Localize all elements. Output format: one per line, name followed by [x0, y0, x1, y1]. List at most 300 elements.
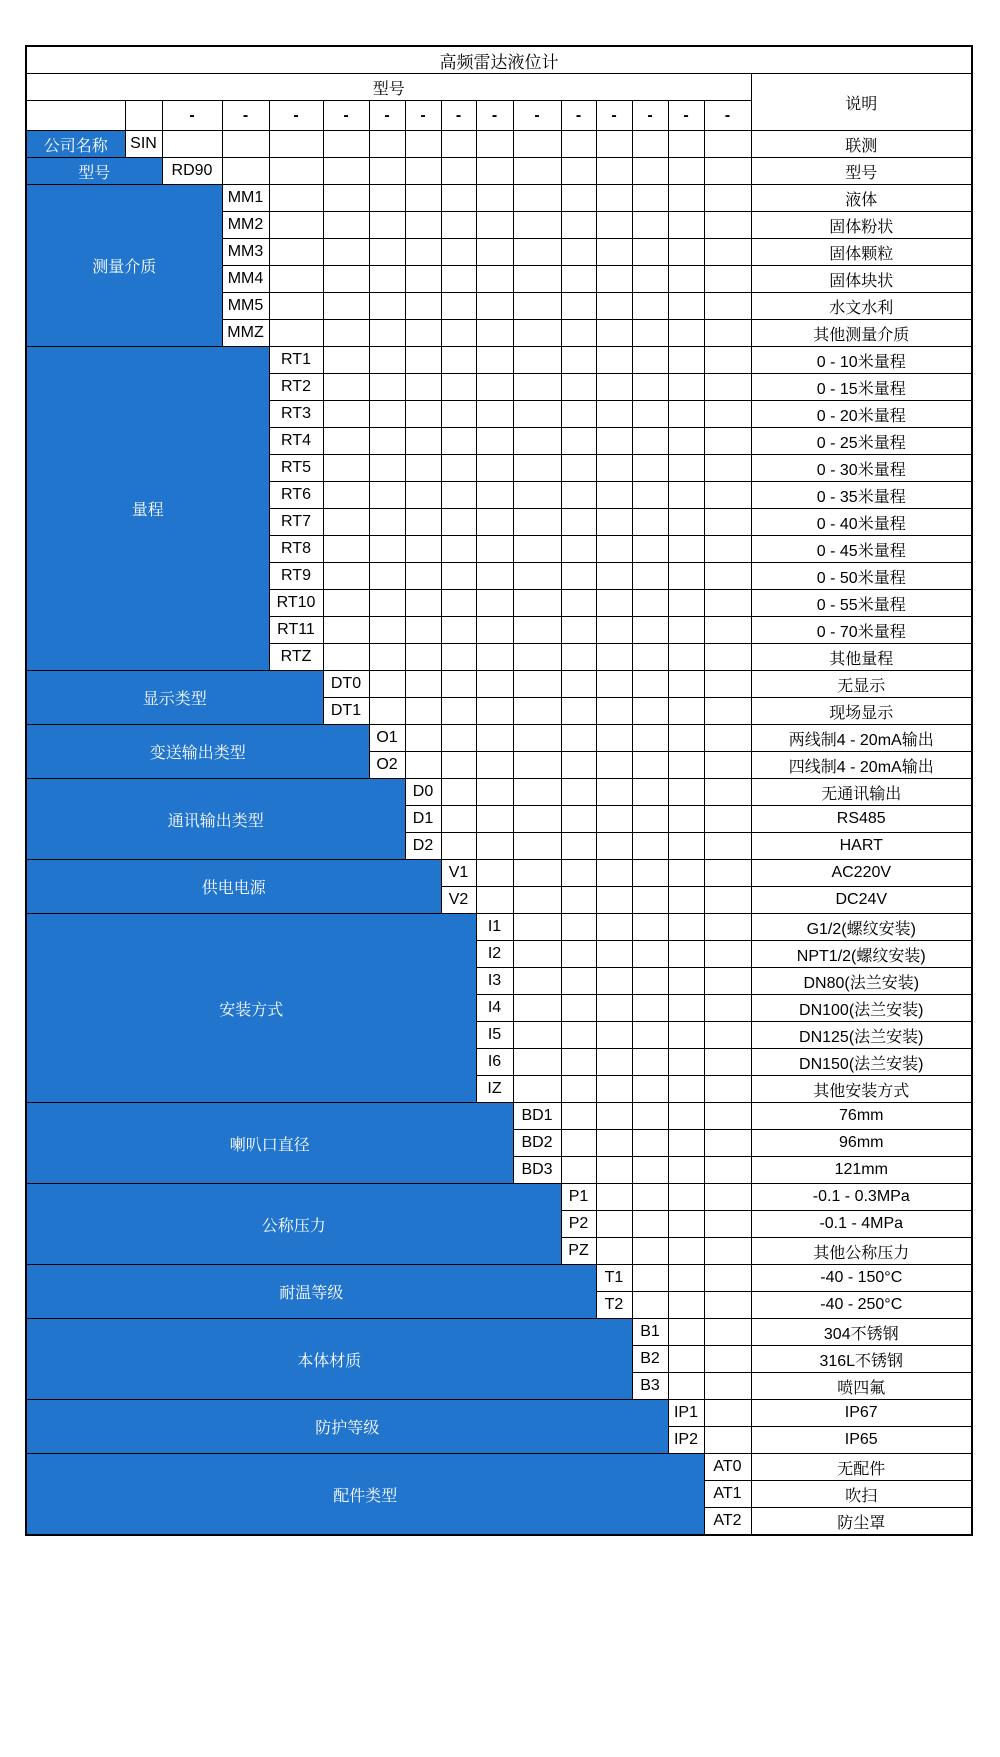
empty-cell	[269, 185, 323, 212]
empty-cell	[561, 995, 596, 1022]
empty-cell	[668, 563, 704, 590]
empty-cell	[632, 293, 668, 320]
empty-cell	[596, 1157, 632, 1184]
power-supply-description: AC220V	[751, 860, 972, 887]
empty-cell	[668, 1373, 704, 1400]
installation-type-code-IZ: IZ	[476, 1076, 513, 1103]
empty-cell	[476, 239, 513, 266]
empty-cell	[369, 347, 405, 374]
horn-diameter-description: 96mm	[751, 1130, 972, 1157]
measuring-medium-description: 固体粉状	[751, 212, 972, 239]
empty-cell	[513, 212, 561, 239]
empty-cell	[668, 293, 704, 320]
separator-dash: -	[513, 101, 561, 131]
empty-cell	[704, 617, 751, 644]
empty-cell	[561, 482, 596, 509]
empty-cell	[632, 833, 668, 860]
empty-cell	[704, 1292, 751, 1319]
empty-cell	[704, 644, 751, 671]
empty-cell	[668, 482, 704, 509]
empty-cell	[561, 347, 596, 374]
empty-cell	[369, 428, 405, 455]
measuring-medium-code-MM4: MM4	[222, 266, 269, 293]
empty-cell	[561, 401, 596, 428]
body-material-description: 316L不锈钢	[751, 1346, 972, 1373]
empty-cell	[561, 941, 596, 968]
body-material-description: 喷四氟	[751, 1373, 972, 1400]
empty-cell	[704, 428, 751, 455]
empty-cell	[323, 644, 369, 671]
horn-diameter-code-BD2: BD2	[513, 1130, 561, 1157]
empty-cell	[513, 131, 561, 158]
empty-cell	[441, 509, 476, 536]
empty-cell	[405, 239, 441, 266]
empty-cell	[704, 1319, 751, 1346]
installation-type-description: 其他安装方式	[751, 1076, 972, 1103]
empty-cell	[704, 293, 751, 320]
empty-cell	[596, 563, 632, 590]
empty-cell	[513, 1076, 561, 1103]
empty-cell	[561, 833, 596, 860]
empty-cell	[476, 563, 513, 590]
empty-cell	[405, 185, 441, 212]
empty-cell	[561, 455, 596, 482]
empty-cell	[561, 374, 596, 401]
empty-cell	[441, 482, 476, 509]
accessory-type-code-AT0: AT0	[704, 1454, 751, 1481]
empty-cell	[596, 374, 632, 401]
empty-cell	[369, 239, 405, 266]
empty-cell	[668, 860, 704, 887]
empty-cell	[369, 482, 405, 509]
horn-diameter-description: 121mm	[751, 1157, 972, 1184]
empty-cell	[513, 725, 561, 752]
separator-dash: -	[632, 101, 668, 131]
empty-cell	[668, 266, 704, 293]
empty-cell	[561, 1076, 596, 1103]
installation-type-description: DN80(法兰安装)	[751, 968, 972, 995]
empty-cell	[704, 1076, 751, 1103]
empty-cell	[704, 239, 751, 266]
empty-cell	[668, 941, 704, 968]
empty-cell	[476, 266, 513, 293]
empty-cell	[668, 833, 704, 860]
empty-cell	[405, 266, 441, 293]
category-nominal-pressure: 公称压力	[26, 1184, 561, 1265]
model-selection-sheet	[25, 45, 973, 1536]
measuring-medium-code-MM2: MM2	[222, 212, 269, 239]
empty-cell	[632, 1130, 668, 1157]
empty-cell	[369, 212, 405, 239]
empty-cell	[323, 347, 369, 374]
empty-cell	[596, 185, 632, 212]
empty-cell	[704, 266, 751, 293]
empty-cell	[513, 482, 561, 509]
empty-cell	[323, 509, 369, 536]
nominal-pressure-code-P2: P2	[561, 1211, 596, 1238]
empty-cell	[513, 374, 561, 401]
empty-cell	[513, 590, 561, 617]
empty-cell	[476, 590, 513, 617]
empty-cell	[476, 698, 513, 725]
empty-cell	[513, 833, 561, 860]
empty-cell	[476, 428, 513, 455]
empty-cell	[513, 968, 561, 995]
empty-cell	[513, 158, 561, 185]
empty-cell	[476, 401, 513, 428]
empty-cell	[269, 212, 323, 239]
empty-cell	[632, 1103, 668, 1130]
empty-cell	[405, 590, 441, 617]
empty-cell	[441, 320, 476, 347]
empty-cell	[596, 914, 632, 941]
empty-cell	[513, 509, 561, 536]
empty-cell	[561, 131, 596, 158]
accessory-type-description: 吹扫	[751, 1481, 972, 1508]
empty-cell	[596, 212, 632, 239]
empty-cell	[704, 1373, 751, 1400]
separator-dash: -	[162, 101, 222, 131]
empty-cell	[596, 698, 632, 725]
empty-cell	[405, 617, 441, 644]
empty-cell	[632, 158, 668, 185]
empty-cell	[513, 293, 561, 320]
empty-cell	[668, 1130, 704, 1157]
empty-cell	[632, 239, 668, 266]
empty-cell	[704, 1265, 751, 1292]
range-description: 0 - 10米量程	[751, 347, 972, 374]
empty-cell	[668, 212, 704, 239]
empty-cell	[596, 1211, 632, 1238]
empty-cell	[162, 131, 222, 158]
empty-cell	[668, 374, 704, 401]
empty-cell	[632, 1157, 668, 1184]
protection-rating-description: IP67	[751, 1400, 972, 1427]
empty-cell	[632, 374, 668, 401]
accessory-type-description: 防尘罩	[751, 1508, 972, 1536]
empty-cell	[704, 212, 751, 239]
temperature-rating-description: -40 - 150°C	[751, 1265, 972, 1292]
empty-cell	[476, 509, 513, 536]
installation-type-description: NPT1/2(螺纹安装)	[751, 941, 972, 968]
company-name-code-SIN: SIN	[125, 131, 162, 158]
separator-dash: -	[668, 101, 704, 131]
empty-cell	[632, 347, 668, 374]
range-code-RT1: RT1	[269, 347, 323, 374]
separator-dash: -	[369, 101, 405, 131]
empty-cell	[632, 455, 668, 482]
installation-type-description: DN150(法兰安装)	[751, 1049, 972, 1076]
installation-type-code-I4: I4	[476, 995, 513, 1022]
empty-cell	[441, 401, 476, 428]
range-code-RT4: RT4	[269, 428, 323, 455]
category-power-supply: 供电电源	[26, 860, 441, 914]
category-temperature-rating: 耐温等级	[26, 1265, 596, 1319]
horn-diameter-code-BD3: BD3	[513, 1157, 561, 1184]
empty-cell	[513, 347, 561, 374]
empty-cell	[323, 266, 369, 293]
temperature-rating-code-T1: T1	[596, 1265, 632, 1292]
range-code-RT2: RT2	[269, 374, 323, 401]
empty-cell	[513, 860, 561, 887]
horn-diameter-description: 76mm	[751, 1103, 972, 1130]
empty-cell	[668, 887, 704, 914]
separator-dash: -	[704, 101, 751, 131]
empty-cell	[369, 590, 405, 617]
empty-cell	[513, 995, 561, 1022]
empty-cell	[704, 1049, 751, 1076]
empty-cell	[704, 1238, 751, 1265]
empty-cell	[668, 1292, 704, 1319]
model-code-header: 型号	[26, 74, 751, 101]
empty-cell	[323, 212, 369, 239]
empty-cell	[441, 239, 476, 266]
empty-cell	[668, 1265, 704, 1292]
empty-cell	[561, 563, 596, 590]
separator-dash: -	[441, 101, 476, 131]
empty-cell	[369, 563, 405, 590]
empty-cell	[596, 644, 632, 671]
empty-cell	[441, 671, 476, 698]
empty-cell	[476, 671, 513, 698]
separator-dash: -	[476, 101, 513, 131]
empty-cell	[632, 698, 668, 725]
separator-dash: -	[405, 101, 441, 131]
empty-cell	[405, 725, 441, 752]
empty-cell	[323, 158, 369, 185]
empty-cell	[476, 320, 513, 347]
empty-cell	[513, 752, 561, 779]
communication-output-type-code-D0: D0	[405, 779, 441, 806]
empty-cell	[561, 1130, 596, 1157]
empty-cell	[596, 860, 632, 887]
empty-cell	[369, 158, 405, 185]
nominal-pressure-description: -0.1 - 0.3MPa	[751, 1184, 972, 1211]
empty-cell	[704, 941, 751, 968]
empty-cell	[441, 725, 476, 752]
installation-type-description: G1/2(螺纹安装)	[751, 914, 972, 941]
empty-cell	[323, 239, 369, 266]
separator-dash: -	[596, 101, 632, 131]
empty-cell	[704, 1157, 751, 1184]
empty-cell	[704, 1211, 751, 1238]
empty-cell	[369, 536, 405, 563]
empty-cell	[269, 293, 323, 320]
empty-cell	[596, 455, 632, 482]
empty-cell	[561, 725, 596, 752]
measuring-medium-description: 液体	[751, 185, 972, 212]
empty-cell	[323, 536, 369, 563]
empty-cell	[632, 617, 668, 644]
empty-cell	[369, 698, 405, 725]
empty-cell	[441, 779, 476, 806]
empty-cell	[369, 644, 405, 671]
range-code-RT6: RT6	[269, 482, 323, 509]
empty-cell	[513, 671, 561, 698]
nominal-pressure-description: 其他公称压力	[751, 1238, 972, 1265]
category-horn-diameter: 喇叭口直径	[26, 1103, 513, 1184]
empty-cell	[668, 752, 704, 779]
power-supply-code-V2: V2	[441, 887, 476, 914]
empty-cell	[704, 779, 751, 806]
empty-cell	[668, 428, 704, 455]
empty-cell	[405, 158, 441, 185]
empty-cell	[668, 239, 704, 266]
empty-cell	[596, 482, 632, 509]
communication-output-type-code-D2: D2	[405, 833, 441, 860]
empty-cell	[513, 563, 561, 590]
empty-cell	[596, 1103, 632, 1130]
empty-cell	[476, 212, 513, 239]
temperature-rating-code-T2: T2	[596, 1292, 632, 1319]
empty-cell	[561, 1157, 596, 1184]
empty-cell	[405, 212, 441, 239]
empty-cell	[704, 374, 751, 401]
table-body	[26, 46, 972, 1535]
installation-type-description: DN100(法兰安装)	[751, 995, 972, 1022]
empty-cell	[269, 158, 323, 185]
empty-cell	[476, 833, 513, 860]
empty-cell	[405, 401, 441, 428]
empty-cell	[596, 158, 632, 185]
empty-cell	[513, 914, 561, 941]
empty-cell	[369, 185, 405, 212]
empty-cell	[369, 401, 405, 428]
empty-cell	[596, 806, 632, 833]
empty-cell	[596, 1130, 632, 1157]
empty-cell	[405, 644, 441, 671]
empty-cell	[596, 428, 632, 455]
empty-cell	[476, 185, 513, 212]
empty-cell	[596, 1076, 632, 1103]
empty-cell	[596, 536, 632, 563]
installation-type-code-I2: I2	[476, 941, 513, 968]
empty-cell	[632, 752, 668, 779]
category-model: 型号	[26, 158, 162, 185]
communication-output-type-description: 无通讯输出	[751, 779, 972, 806]
empty-cell	[668, 536, 704, 563]
empty-cell	[704, 1400, 751, 1427]
range-code-RT9: RT9	[269, 563, 323, 590]
installation-type-code-I1: I1	[476, 914, 513, 941]
empty-cell	[596, 617, 632, 644]
empty-cell	[632, 482, 668, 509]
empty-cell	[513, 887, 561, 914]
empty-cell	[632, 1022, 668, 1049]
empty-cell	[369, 509, 405, 536]
empty-cell	[405, 482, 441, 509]
separator-dash: -	[323, 101, 369, 131]
empty-cell	[704, 482, 751, 509]
empty-cell	[704, 1022, 751, 1049]
empty-cell	[441, 590, 476, 617]
empty-cell	[632, 320, 668, 347]
empty-cell	[513, 185, 561, 212]
empty-cell	[596, 779, 632, 806]
measuring-medium-description: 固体颗粒	[751, 239, 972, 266]
range-description: 0 - 40米量程	[751, 509, 972, 536]
measuring-medium-code-MM5: MM5	[222, 293, 269, 320]
empty-cell	[561, 860, 596, 887]
empty-cell	[369, 671, 405, 698]
empty-cell	[323, 185, 369, 212]
empty-cell	[668, 455, 704, 482]
empty-cell	[596, 1022, 632, 1049]
nominal-pressure-code-PZ: PZ	[561, 1238, 596, 1265]
empty-cell	[704, 590, 751, 617]
empty-cell	[704, 185, 751, 212]
empty-cell	[369, 266, 405, 293]
empty-cell	[596, 320, 632, 347]
empty-cell	[369, 293, 405, 320]
temperature-rating-description: -40 - 250°C	[751, 1292, 972, 1319]
measuring-medium-code-MM3: MM3	[222, 239, 269, 266]
empty-cell	[441, 293, 476, 320]
communication-output-type-code-D1: D1	[405, 806, 441, 833]
range-description: 0 - 30米量程	[751, 455, 972, 482]
empty-cell	[632, 941, 668, 968]
separator-dash: -	[222, 101, 269, 131]
empty-cell	[561, 293, 596, 320]
empty-cell	[441, 347, 476, 374]
empty-cell	[632, 1292, 668, 1319]
empty-cell	[668, 779, 704, 806]
empty-cell	[632, 1211, 668, 1238]
empty-cell	[596, 725, 632, 752]
empty-cell	[596, 401, 632, 428]
empty-cell	[561, 779, 596, 806]
empty-cell	[561, 428, 596, 455]
empty-cell	[632, 806, 668, 833]
company-name-description: 联测	[751, 131, 972, 158]
description-header: 说明	[751, 74, 972, 131]
empty-cell	[668, 1211, 704, 1238]
empty-cell	[561, 266, 596, 293]
accessory-type-code-AT2: AT2	[704, 1508, 751, 1536]
range-description: 0 - 35米量程	[751, 482, 972, 509]
display-type-description: 现场显示	[751, 698, 972, 725]
range-code-RT5: RT5	[269, 455, 323, 482]
range-description: 0 - 20米量程	[751, 401, 972, 428]
empty-cell	[596, 509, 632, 536]
empty-cell	[704, 752, 751, 779]
body-material-code-B2: B2	[632, 1346, 668, 1373]
empty-cell	[596, 1049, 632, 1076]
empty-cell	[668, 1346, 704, 1373]
empty-cell	[513, 536, 561, 563]
protection-rating-description: IP65	[751, 1427, 972, 1454]
empty-cell	[561, 212, 596, 239]
empty-cell	[596, 968, 632, 995]
empty-cell	[704, 725, 751, 752]
body-material-code-B1: B1	[632, 1319, 668, 1346]
empty-cell	[632, 590, 668, 617]
display-type-code-DT1: DT1	[323, 698, 369, 725]
range-code-RT8: RT8	[269, 536, 323, 563]
empty-cell	[323, 590, 369, 617]
empty-cell	[513, 1049, 561, 1076]
empty-cell	[369, 131, 405, 158]
empty-cell	[632, 1184, 668, 1211]
empty-cell	[323, 131, 369, 158]
empty-cell	[476, 347, 513, 374]
empty-cell	[668, 806, 704, 833]
empty-cell	[704, 806, 751, 833]
empty-cell	[704, 320, 751, 347]
empty-cell	[632, 887, 668, 914]
empty-cell	[405, 374, 441, 401]
empty-cell	[668, 1103, 704, 1130]
